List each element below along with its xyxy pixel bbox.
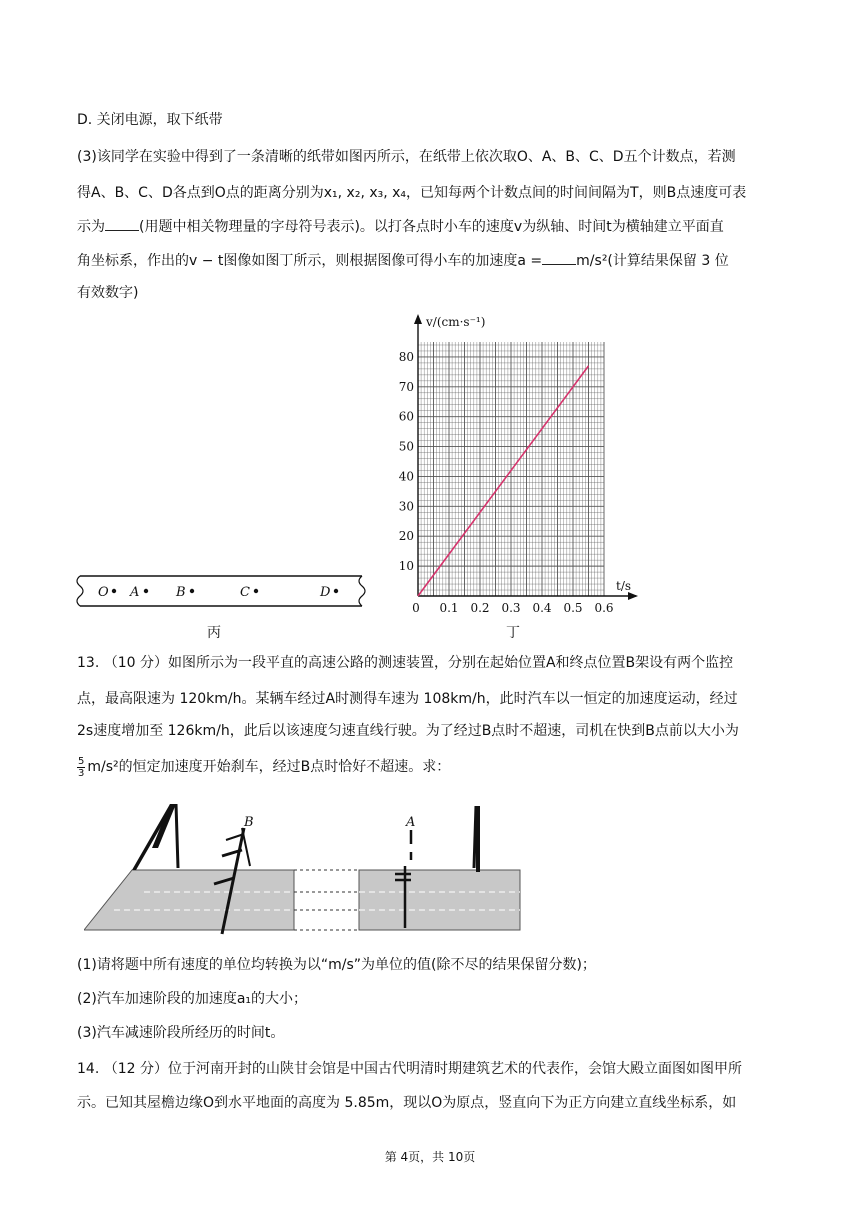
x-tick-label: 0.3 — [501, 601, 521, 615]
x-tick-label: 0.1 — [439, 601, 459, 615]
q14-line-1: 14. （12 分）位于河南开封的山陕甘会馆是中国古代明清时期建筑艺术的代表作，会馆大殿立面图如图甲所 — [77, 1061, 742, 1077]
paper-tape-figure — [72, 572, 368, 612]
fraction — [77, 756, 85, 779]
tape-point-label: D — [320, 585, 331, 600]
tape-point-label: A — [130, 585, 140, 600]
page-footer: 第 4页，共 10页 — [384, 1150, 476, 1164]
q3-line-2: 得A、B、C、D各点到O点的距离分别为x₁, x₂, x₃, x₄，已知每两个计数点间的时间间隔为T，则B点速度可表 — [77, 185, 747, 201]
vt-chart — [390, 310, 650, 616]
q3-line-1: (3)该同学在实验中得到了一条清晰的纸带如图丙所示，在纸带上依次取O、A、B、C、D五个计数点，若测 — [77, 149, 736, 165]
tape-dot — [254, 589, 258, 593]
q14-line-2: 示。已知其屋檐边缘O到水平地面的高度为 5.85m，现以O为原点，竖直向下为正方向建立直线坐标系，如 — [77, 1095, 737, 1111]
y-tick-label: 70 — [398, 379, 414, 394]
fraction-denominator: 3 — [78, 767, 85, 779]
series-line — [418, 366, 589, 596]
q13-line-4-text: m/s²的恒定加速度开始刹车，经过B点时恰好不超速。求： — [87, 759, 451, 775]
x-axis-label: t/s — [616, 579, 632, 593]
q13-line-4 — [77, 752, 787, 782]
label-b: B — [244, 815, 254, 830]
q13-sub-3: (3)汽车减速阶段所经历的时间t。 — [77, 1025, 285, 1041]
tape-dot — [144, 589, 148, 593]
y-tick-label: 40 — [398, 469, 414, 484]
highway-figure — [84, 800, 524, 936]
q3-line-4a: 角坐标系，作出的v − t图像如图丁所示，则根据图像可得小车的加速度a = — [77, 253, 543, 269]
q3-line-3 — [77, 212, 787, 242]
tape-point-label: O — [98, 585, 109, 600]
tape-dot — [190, 589, 194, 593]
x-tick-label: 0.4 — [532, 601, 552, 615]
y-tick-label: 20 — [398, 529, 414, 544]
chart-caption: 丁 — [506, 625, 520, 641]
y-axis-arrow — [414, 314, 422, 324]
x-tick-label: 0.6 — [594, 601, 614, 615]
q13-sub-2: (2)汽车加速阶段的加速度a₁的大小； — [77, 991, 308, 1007]
q3-line-5: 有效数字) — [77, 285, 139, 301]
answer-blank — [105, 216, 139, 231]
x-tick-label: 0.2 — [470, 601, 490, 615]
q3-line-4b: m/s²(计算结果保留 3 位 — [576, 253, 729, 269]
tape-caption: 丙 — [207, 625, 221, 641]
y-axis-label: v/(cm·s⁻¹) — [426, 315, 486, 329]
q3-line-3b: (用题中相关物理量的字母符号表示)。以打各点时小车的速度v为纵轴、时间t为横轴建立平面直 — [139, 219, 724, 235]
y-tick-label: 10 — [398, 559, 414, 574]
q13-sub-1: (1)请将题中所有速度的单位均转换为以“m/s”为单位的值(除不尽的结果保留分数)； — [77, 957, 596, 973]
q13-line-3: 2s速度增加至 126km/h，此后以该速度匀速直线行驶。为了经过B点时不超速，司机在快到B点前以大小为 — [77, 723, 739, 739]
q13-line-2: 点，最高限速为 120km/h。某辆车经过A时测得车速为 108km/h，此时汽车以一恒定的加速度运动，经过 — [77, 691, 738, 707]
tape-point-label: B — [176, 585, 186, 600]
x-axis-arrow — [628, 592, 638, 600]
answer-blank — [542, 250, 576, 265]
q3-line-4 — [77, 246, 787, 276]
tape-point-label: C — [240, 585, 250, 600]
option-d: D. 关闭电源，取下纸带 — [77, 112, 223, 128]
q3-line-3a: 示为 — [77, 219, 105, 235]
tape-dot — [334, 589, 338, 593]
x-tick-label: 0.5 — [563, 601, 583, 615]
label-a: A — [406, 815, 416, 830]
y-tick-label: 60 — [398, 409, 414, 424]
fraction-numerator: 5 — [78, 755, 85, 767]
y-tick-label: 50 — [398, 439, 414, 454]
tape-dot — [112, 589, 116, 593]
y-tick-label: 80 — [398, 349, 414, 364]
y-tick-label: 30 — [398, 499, 414, 514]
origin-label: 0 — [412, 601, 420, 615]
q13-line-1: 13. （10 分）如图所示为一段平直的高速公路的测速装置，分别在起始位置A和终点位置B架设有两个监控 — [77, 655, 734, 671]
